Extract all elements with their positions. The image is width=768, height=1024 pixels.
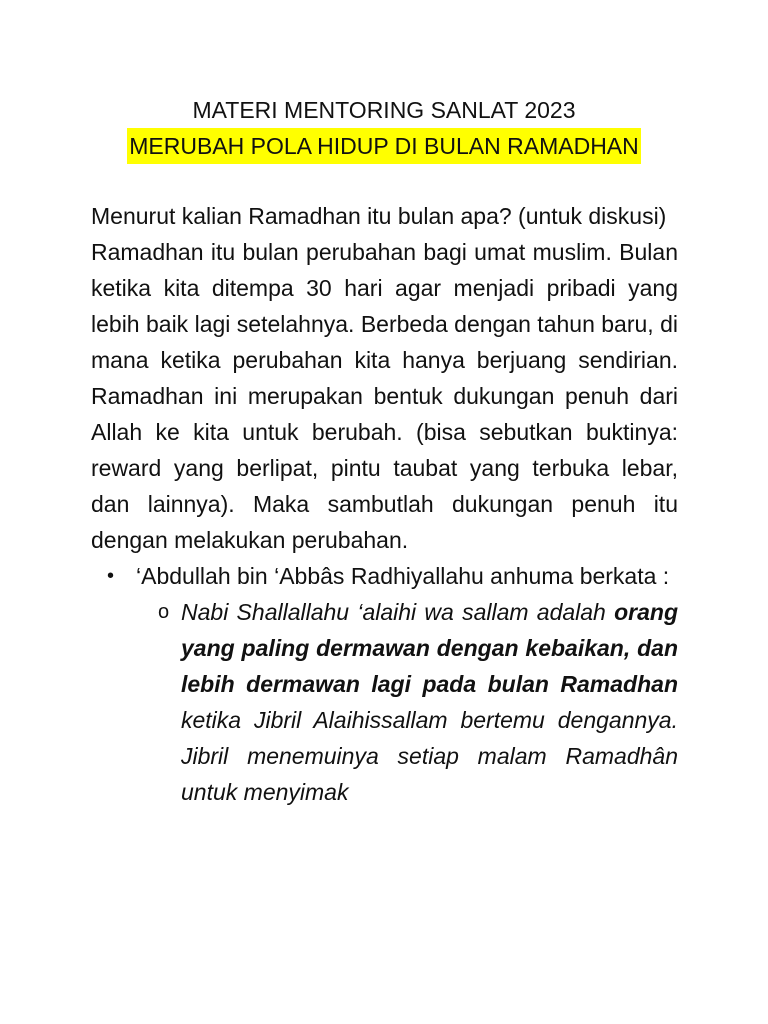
sub-list-item [91,594,678,810]
sub-bullet-marker: o [158,601,170,623]
list-item [91,558,678,594]
document-subtitle-highlighted: MERUBAH POLA HIDUP DI BULAN RAMADHAN [127,128,641,164]
document-body [91,198,678,810]
sub-bullet-text-start: Nabi Shallallahu ‘alaihi wa sallam adalah [181,599,615,625]
document-header [0,92,768,164]
sub-bullet-text-end: ketika Jibril Alaihissallam bertemu dengannya. Jibril menemuinya setiap malam Ramadhân untuk menyimak [181,707,678,805]
bullet-marker: • [107,565,115,587]
bullet-text: ‘Abdullah bin ‘Abbâs Radhiyallahu anhuma berkata : [136,563,670,589]
body-paragraph: Ramadhan itu bulan perubahan bagi umat muslim. Bulan ketika kita ditempa 30 hari agar menjadi pribadi yang lebih baik lagi setelahnya. Berbeda dengan tahun baru, di mana ketika perubahan kita hanya berjuang sendirian. Ramadhan ini merupakan bentuk dukungan penuh dari Allah ke kita untuk berubah. (bisa sebutkan buktinya: reward yang berlipat, pintu taubat yang terbuka lebar, dan lainnya). Maka sambutlah dukungan penuh itu dengan melakukan perubahan. [91,239,678,553]
sub-bullet-text-emphasis: orang yang paling dermawan dengan kebaikan, dan lebih dermawan lagi pada bulan Ramadhan [181,599,678,697]
document-title: MATERI MENTORING SANLAT 2023 [192,97,576,123]
discussion-question: Menurut kalian Ramadhan itu bulan apa? (untuk diskusi) [91,203,667,229]
